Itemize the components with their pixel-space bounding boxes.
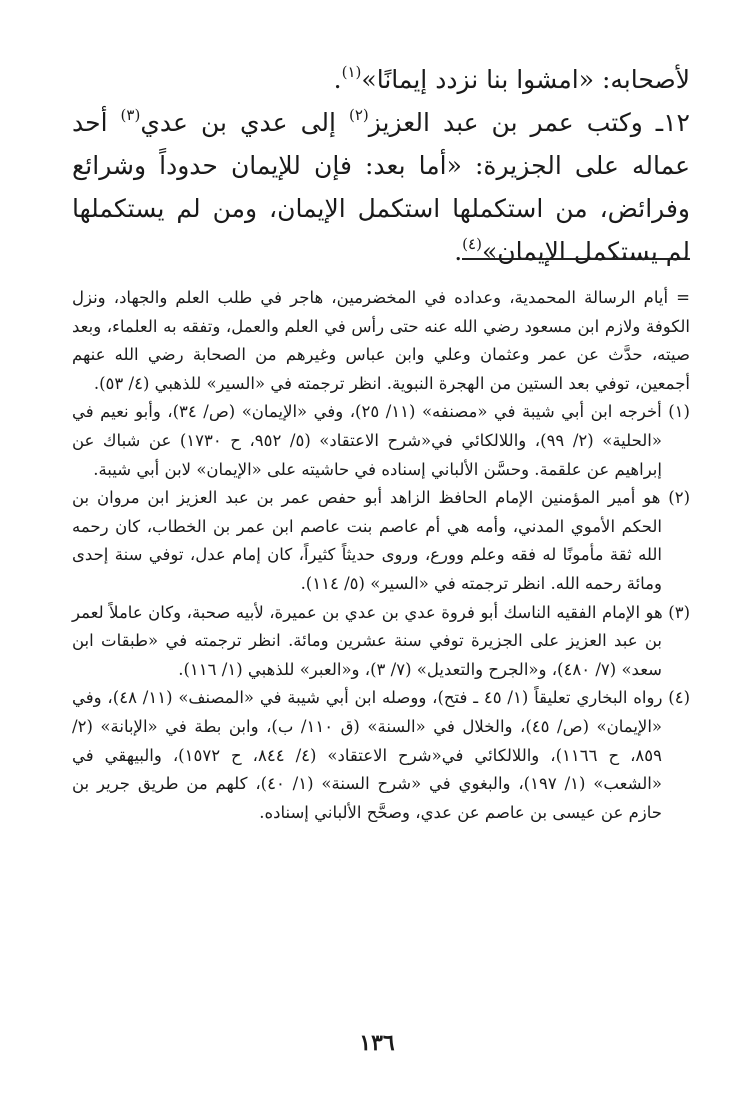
footnote-separator — [462, 258, 690, 260]
paragraph-text: ١٢ـ وكتب عمر بن عبد العزيز — [368, 108, 690, 137]
paragraph-end: . — [454, 237, 463, 266]
main-text — [72, 58, 690, 273]
footnote-2: (٢) هو أمير المؤمنين الإمام الحافظ الزاهد أبو حفص عمر بن عبد العزيز ابن مروان بن الحكم الأموي المدني، وأمه هي أم عاصم بنت عاصم ابن عمر بن الخطاب، كان رحمه الله ثقة مأمونًا له فقه وعلم وورع، وروى حديثاً كثيراً، كان إمام عدل، توفي سنة إحدى ومائة رحمه الله. انظر ترجمته في «السير» (٥/ ١١٤). — [72, 488, 690, 593]
footnote-3: (٣) هو الإمام الفقيه الناسك أبو فروة عدي بن عدي بن عميرة، لأبيه صحبة، وكان عاملاً لعمر بن عبد العزيز على الجزيرة توفي سنة عشرين ومائة. انظر ترجمته في «طبقات ابن سعد» (٧/ ٤٨٠)، و«الجرح والتعديل» (٧/ ٣)، و«العبر» للذهبي (١/ ١١٦). — [72, 602, 690, 679]
footnote-continued: = أيام الرسالة المحمدية، وعداده في المخضرمين، هاجر في طلب العلم والجهاد، ونزل الكوفة ولازم ابن مسعود رضي الله عنه حتى رأس في العلم والعمل، وتفقه به العلماء، وبعد صيته، حدَّث عن عمر وعثمان وعلي وابن عباس وغيرهم من الصحابة رضي الله عنهم أجمعين، توفي بعد الستين من الهجرة النبوية. انظر ترجمته في «السير» للذهبي (٤/ ٥٣). — [72, 288, 690, 393]
footnote-ref-4[interactable]: (٤) — [462, 235, 482, 253]
footnote-1: (١) أخرجه ابن أبي شيبة في «مصنفه» (١١/ ٢٥)، وفي «الإيمان» (ص/ ٣٤)، وأبو نعيم في «الحلية» (٢/ ٩٩)، واللالكائي في«شرح الاعتقاد» (٥/ ٩٥٢، ح ١٧٣٠) عن شباك عن إبراهيم عن علقمة. وحسَّن الألباني إسناده في حاشيته على «الإيمان» لابن أبي شيبة. — [72, 402, 690, 479]
footnote-ref-3[interactable]: (٣) — [120, 106, 141, 124]
paragraph-text: إلى عدي بن عدي — [140, 108, 349, 137]
paragraph-text: لأصحابه: «امشوا بنا نزدد إيمانًا» — [361, 65, 690, 94]
footnote-4: (٤) رواه البخاري تعليقاً (١/ ٤٥ ـ فتح)، ووصله ابن أبي شيبة في «المصنف» (١١/ ٤٨)، وفي «الإيمان» (ص/ ٤٥)، والخلال في «السنة» (ق ١١٠/ ب)، وابن بطة في «الإبانة» (٢/ ٨٥٩، ح ١١٦٦)، واللالكائي في«شرح الاعتقاد» (٤/ ٨٤٤، ح ١٥٧٢)، والبيهقي في «الشعب» (١/ ١٩٧)، والبغوي في «شرح السنة» (١/ ٤٠)، كلهم من طريق جرير بن حازم عن عيسى بن عاصم عن عدي، وصحَّح الألباني إسناده. — [72, 688, 691, 822]
footnote-ref-1[interactable]: (١) — [341, 63, 362, 81]
main-paragraph-2 — [72, 101, 690, 273]
page-number: ١٣٦ — [359, 1030, 395, 1056]
main-paragraph-1 — [72, 58, 690, 101]
footnotes — [72, 284, 690, 827]
paragraph-text: أحد عماله على الجزيرة: «أما بعد: فإن للإيمان حدوداً وشرائع وفرائض، من استكملها استكمل الإيمان، ومن لم يستكملها لم يستكمل الإيمان» — [72, 108, 690, 266]
footnote-ref-2[interactable]: (٢) — [348, 106, 369, 124]
paragraph-end: . — [333, 65, 342, 94]
